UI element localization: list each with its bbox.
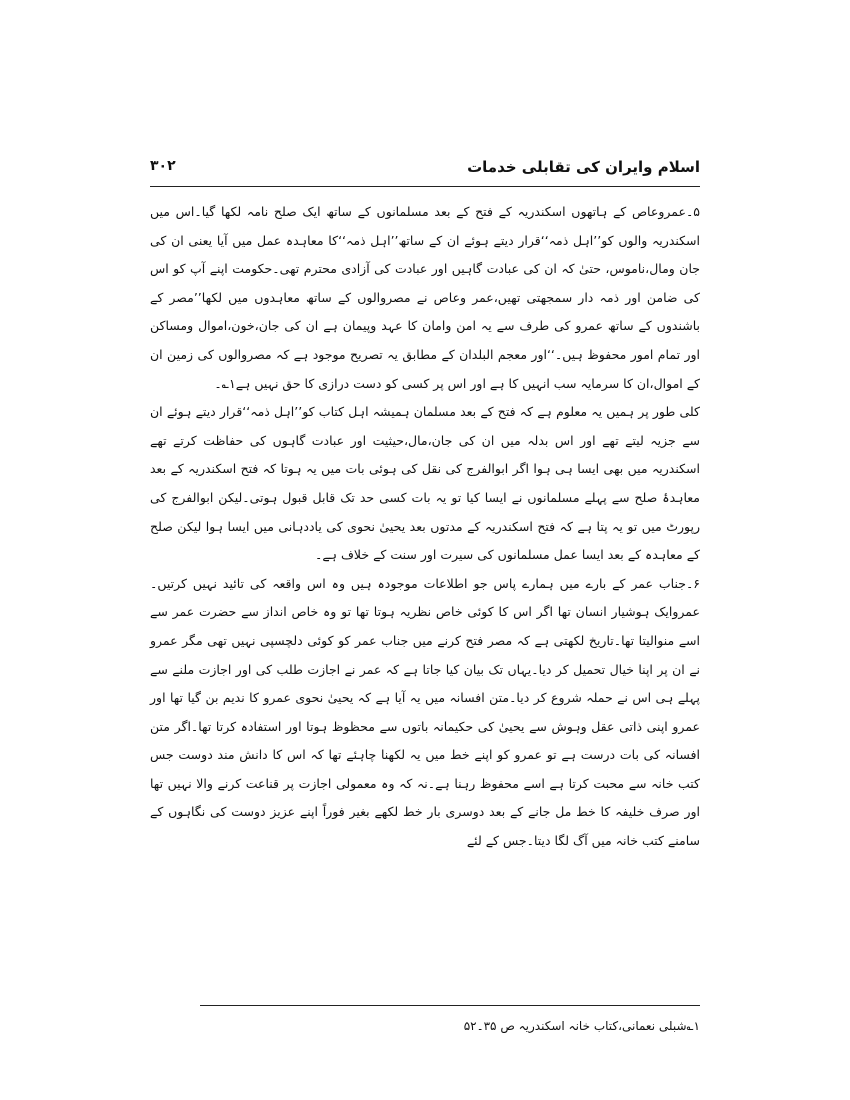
header-rule	[150, 186, 700, 187]
footnote-rule	[200, 1005, 700, 1006]
running-title: اسلام وایران کی تقابلی خدمات	[467, 158, 700, 176]
paragraph-general: کلی طور پر ہمیں یہ معلوم ہے کہ فتح کے بعد مسلمان ہمیشہ اہل کتاب کو’’اہل ذمہ‘‘قرار دیتے ہوئے ان سے جزیہ لیتے تھے اور اس بدلہ میں ان کی جان،مال،حیثیت اور عبادت گاہوں کی حفاظت کرتے تھے اسکندریہ میں بھی ایسا ہی ہوا اگر ابوالفرج کی نقل کی ہوئی بات میں یہ ہوتا کہ فتح اسکندریہ کے بعد معاہدۂ صلح سے پہلے مسلمانوں نے ایسا کیا تو یہ بات کسی حد تک قابل قبول ہوتی۔لیکن ابوالفرج کی رپورٹ میں تو یہ پتا ہے کہ فتح اسکندریہ کے مدتوں بعد یحییٰ نحوی کی یاددہانی میں ایسا ہوا لیکن صلح کے معاہدہ کے بعد ایسا عمل مسلمانوں کی سیرت اور سنت کے خلاف ہے۔	[150, 404, 700, 563]
paragraph-5: ۵۔عمروعاص کے ہاتھوں اسکندریہ کے فتح کے بعد مسلمانوں کے ساتھ ایک صلح نامہ لکھا گیا۔اس میں اسکندریہ والوں کو’’اہل ذمہ‘‘قرار دیتے ہوئے ان کے ساتھ’’اہل ذمہ‘‘کا معاہدہ عمل میں آیا یعنی ان کی جان ومال،ناموس، حتیٰ کہ ان کی عبادت گاہیں اور عبادت کی آزادی محترم تھی۔حکومت اپنے آپ کو اس کی ضامن اور ذمہ دار سمجھتی تھیں،عمر وعاص نے مصروالوں کے ساتھ معاہدوں میں لکھا’’مصر کے باشندوں کے ساتھ عمرو کی طرف سے یہ امن وامان کا عہد وپیمان ہے ان کی جان،خون،اموال ومساکن اور تمام امور محفوظ ہیں۔‘‘اور معجم البلدان کے مطابق یہ تصریح موجود ہے کہ مصروالوں کی زمین ان کے اموال،ان کا سرمایہ سب انہیں کا ہے اور اس پر کسی کو دست درازی کا حق نہیں ہے۱؎۔	[150, 204, 700, 391]
page-number: ۳۰۲	[150, 158, 176, 174]
page-header	[150, 158, 700, 184]
footnote: ۱؎شبلی نعمانی،کتاب خانہ اسکندریہ ص ۳۵۔۵۲	[463, 1019, 700, 1033]
body-text	[150, 198, 700, 856]
paragraph-6: ۶۔جناب عمر کے بارے میں ہمارے پاس جو اطلاعات موجودہ ہیں وہ اس واقعہ کی تائید نہیں کرتیں۔عمروایک ہوشیار انسان تھا اگر اس کا کوئی خاص نظریہ ہوتا تھا تو وہ خاص انداز سے حضرت عمر سے اسے منوالیتا تھا۔تاریخ لکھتی ہے کہ مصر فتح کرنے میں جناب عمر کو کوئی دلچسپی نہیں تھی مگر عمرو نے ان پر اپنا خیال تحمیل کر دیا۔یہاں تک بیان کیا جاتا ہے کہ عمر نے اجازت طلب کی اور اجازت ملنے سے پہلے ہی اس نے حملہ شروع کر دیا۔متن افسانہ میں یہ آیا ہے کہ یحییٰ نحوی عمرو کا ندیم بن گیا تھا اور عمرو اپنی ذاتی عقل وہوش سے یحییٰ کی حکیمانہ باتوں سے محظوظ ہوتا اور استفادہ کرتا تھا۔اگر متن افسانہ کی بات درست ہے تو عمرو کو اپنے خط میں یہ لکھنا چاہئے تھا کہ اس کا دانش مند دوست جس کتب خانہ سے محبت کرتا ہے اسے محفوظ رہنا ہے۔نہ کہ وہ معمولی اجازت پر قناعت کرنے والا نہیں تھا اور صرف خلیفہ کا خط مل جانے کے بعد دوسری بار خط لکھے بغیر فوراً اپنے عزیز دوست کی نگاہوں کے سامنے کتب خانہ میں آگ لگا دیتا۔جس کے لئے	[150, 575, 700, 849]
